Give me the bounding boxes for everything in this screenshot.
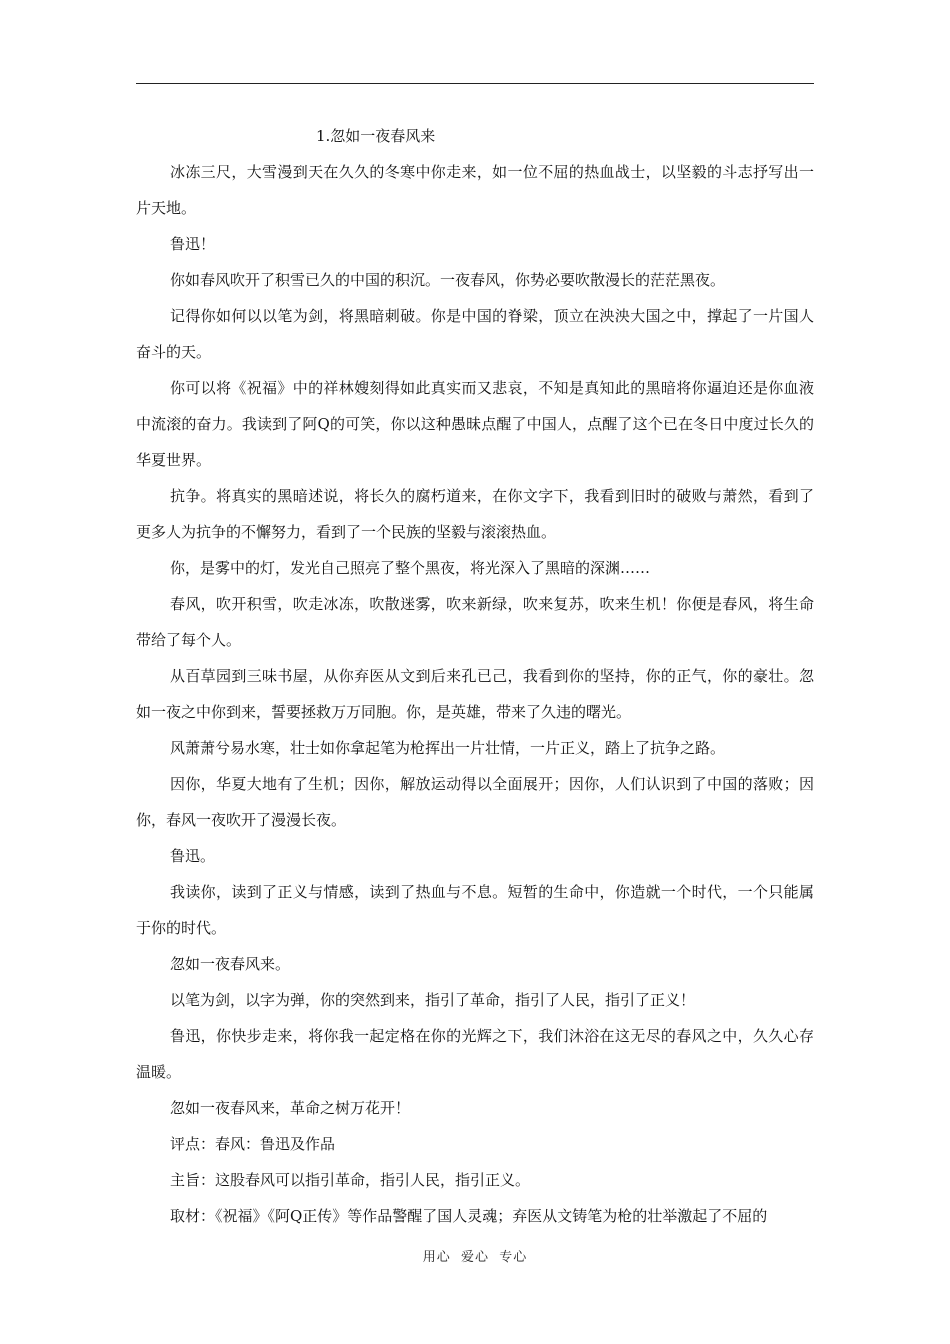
paragraph-14: 忽如一夜春风来。 [170, 955, 291, 973]
paragraph-11: 因你，华夏大地有了生机；因你，解放运动得以全面展开；因你，人们认识到了中国的落败；因你，春风一夜吹开了漫漫长夜。 [136, 775, 814, 829]
essay-title: 1.忽如一夜春风来 [316, 127, 436, 145]
paragraph-1: 冰冻三尺，大雪漫到天在久久的冬寒中你走来，如一位不屈的热血战士，以坚毅的斗志抒写出一片天地。 [136, 163, 814, 217]
paragraph-10: 风萧萧兮易水寒，壮士如你拿起笔为枪挥出一片壮情，一片正义，踏上了抗争之路。 [170, 739, 726, 757]
paragraph-16: 鲁迅，你快步走来，将你我一起定格在你的光辉之下，我们沐浴在这无尽的春风之中，久久心存温暖。 [136, 1027, 814, 1081]
comment-theme-line: 评点：春风：鲁迅及作品 [170, 1135, 336, 1153]
paragraph-5: 你可以将《祝福》中的祥林嫂刻得如此真实而又悲哀，不知是真知此的黑暗将你逼迫还是你血液中流滚的奋力。我读到了阿Q的可笑，你以这种愚昧点醒了中国人，点醒了这个已在冬日中度过长久的华夏世界。 [136, 379, 814, 469]
document-body [136, 118, 814, 1234]
paragraph-3: 你如春风吹开了积雪已久的中国的积沉。一夜春风，你势必要吹散漫长的茫茫黑夜。 [170, 271, 726, 289]
page-footer: 用心 爱心 专心 [422, 1250, 528, 1265]
header-rule [136, 83, 814, 84]
paragraph-7: 你，是雾中的灯，发光自己照亮了整个黑夜，将光深入了黑暗的深渊…… [170, 559, 651, 577]
paragraph-15: 以笔为剑，以字为弹，你的突然到来，指引了革命，指引了人民，指引了正义！ [170, 991, 696, 1009]
comment-material-line: 取材：《祝福》《阿Q正传》等作品警醒了国人灵魂；弃医从文铸笔为枪的壮举激起了不屈的 [170, 1207, 768, 1225]
paragraph-17: 忽如一夜春风来，革命之树万花开！ [170, 1099, 411, 1117]
paragraph-4: 记得你如何以以笔为剑，将黑暗刺破。你是中国的脊梁，顶立在泱泱大国之中，撑起了一片国人奋斗的天。 [136, 307, 814, 361]
paragraph-13: 我读你，读到了正义与情感，读到了热血与不息。短暂的生命中，你造就一个时代，一个只能属于你的时代。 [136, 883, 814, 937]
paragraph-6: 抗争。将真实的黑暗述说，将长久的腐朽道来，在你文字下，我看到旧时的破败与萧然，看到了更多人为抗争的不懈努力，看到了一个民族的坚毅与滚滚热血。 [136, 487, 814, 541]
paragraph-2: 鲁迅！ [170, 235, 216, 253]
comment-main-idea-line: 主旨：这股春风可以指引革命，指引人民，指引正义。 [170, 1171, 531, 1189]
paragraph-9: 从百草园到三味书屋，从你弃医从文到后来孔已己，我看到你的坚持，你的正气，你的豪壮。忽如一夜之中你到来，誓要拯救万万同胞。你，是英雄，带来了久违的曙光。 [136, 667, 814, 721]
paragraph-12: 鲁迅。 [170, 847, 216, 865]
paragraph-8: 春风，吹开积雪，吹走冰冻，吹散迷雾，吹来新绿，吹来复苏，吹来生机！你便是春风，将生命带给了每个人。 [136, 595, 814, 649]
